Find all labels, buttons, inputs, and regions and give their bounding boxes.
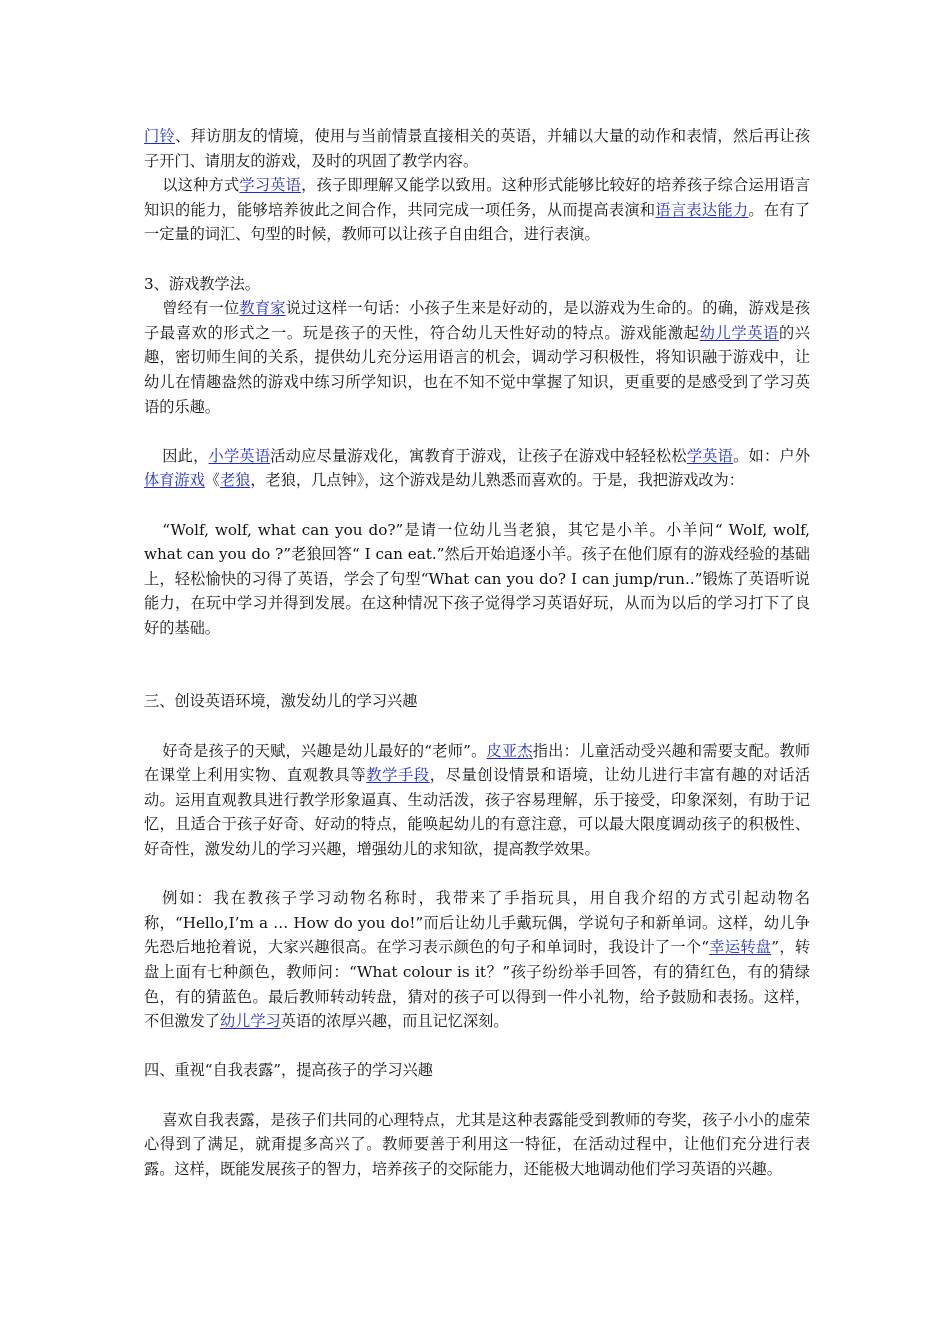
inline-link[interactable]: 学习英语 — [239, 176, 302, 195]
text-run: 的兴趣，密切师生间的关系，提供幼儿充分运用语言的机会，调动学习积极性，将知识融于游戏中，让幼儿在情趣盎然的游戏中练习所学知识，也在不知不觉中掌握了知识，更重要的是感受到了学习英语的乐趣。 — [144, 323, 811, 416]
inline-link[interactable]: 门铃 — [144, 127, 175, 145]
document-body — [144, 124, 810, 1181]
inline-link[interactable]: 小学英语 — [208, 446, 271, 465]
inline-link[interactable]: 幼儿学习 — [219, 1012, 281, 1031]
body-paragraph — [144, 124, 810, 173]
inline-link[interactable]: 教学手段 — [366, 766, 430, 785]
body-paragraph — [144, 1108, 810, 1182]
text-run: 好奇是孩子的天赋，兴趣是幼儿最好的“老师”。 — [162, 741, 487, 760]
text-run: 。在有了一定量的词汇、句型的时候，教师可以让孩子自由组合，进行表演。 — [144, 200, 811, 244]
text-run: 四、重视“自我表露”，提高孩子的学习兴趣 — [144, 1061, 433, 1080]
inline-link[interactable]: 语言表达能力 — [655, 200, 749, 219]
body-paragraph — [144, 739, 810, 862]
inline-link[interactable]: 体育游戏 — [144, 471, 205, 490]
text-run: 《 — [204, 471, 220, 490]
text-run: 三、创设英语环境，激发幼儿的学习兴趣 — [144, 692, 418, 711]
text-run: 。如：户外 — [733, 446, 811, 465]
body-paragraph — [144, 296, 810, 419]
paragraph-spacer — [144, 419, 810, 444]
body-paragraph — [144, 444, 810, 493]
text-run: 喜欢自我表露，是孩子们共同的心理特点，尤其是这种表露能受到教师的夸奖，孩子小小的虚荣心得到了满足，就甭提多高兴了。教师要善于利用这一特征，在活动过程中，让他们充分进行表露。这样，既能发展孩子的智力，培养孩子的交际能力，还能极大地调动他们学习英语的兴趣。 — [144, 1110, 810, 1178]
text-run: ，老狼，几点钟》，这个游戏是幼儿熟悉而喜欢的。于是，我把游戏改为： — [250, 471, 744, 490]
inline-link[interactable]: 幼儿学英语 — [699, 323, 779, 342]
text-run: 指出：儿童活动受兴趣和需要支配。教师在课堂上利用实物、直观教具等 — [144, 741, 811, 785]
inline-link[interactable]: 教育家 — [239, 299, 286, 318]
inline-link[interactable]: 幸运转盘 — [709, 938, 772, 957]
section-heading — [144, 689, 810, 714]
text-run: 3、游戏教学法。 — [144, 274, 260, 293]
inline-link[interactable]: 老狼 — [219, 471, 251, 490]
paragraph-spacer — [144, 862, 810, 887]
text-run: 因此， — [162, 446, 209, 465]
paragraph-spacer — [144, 714, 810, 739]
text-run: 说过这样一句话：小孩子生来是好动的，是以游戏为生命的。的确，游戏是孩子最喜欢的形式之一。玩是孩子的天性，符合幼儿天性好动的特点。游戏能激起 — [144, 299, 811, 342]
body-paragraph — [144, 886, 810, 1034]
text-run: 活动应尽量游戏化，寓教育于游戏，让孩子在游戏中轻轻松松 — [270, 446, 687, 465]
section-heading — [144, 272, 810, 297]
paragraph-spacer — [144, 1083, 810, 1108]
inline-link[interactable]: 皮亚杰 — [486, 741, 533, 760]
section-heading — [144, 1058, 810, 1083]
text-run: 曾经有一位 — [162, 299, 240, 318]
text-run: ，孩子即理解又能学以致用。这种形式能够比较好的培养孩子综合运用语言知识的能力，能够培养彼此之间合作，共同完成一项任务，从而提高表演和 — [144, 176, 811, 219]
text-run: ，尽量创设情景和语境，让幼儿进行丰富有趣的对话活动。运用直观教具进行教学形象逼真、生动活泼，孩子容易理解，乐于接受，印象深刻，有助于记忆，且适合于孩子好奇、好动的特点，能唤起幼儿的有意注意，可以最大限度调动孩子的积极性、好奇性，激发幼儿的学习兴趣，增强幼儿的求知欲，提高教学效果。 — [144, 766, 811, 859]
paragraph-spacer — [144, 640, 810, 689]
text-run: ”，转盘上面有七种颜色，教师问：“What colour is it？”孩子纷纷举手回答，有的猜红色，有的猜绿色，有的猜蓝色。最后教师转动转盘，猜对的孩子可以得到一件小礼物，给予鼓励和表扬。这样，不但激发了 — [144, 938, 811, 1031]
paragraph-spacer — [144, 493, 810, 518]
paragraph-spacer — [144, 247, 810, 272]
text-run: 例如：我在教孩子学习动物名称时，我带来了手指玩具，用自我介绍的方式引起动物名称，“Hello,I’m a … How do you do!”而后让幼儿手戴玩偶，学说句子和新单词。这样，幼儿争先恐后地抢着说，大家兴趣很高。在学习表示颜色的句子和单词时，我设计了一个“ — [144, 889, 810, 957]
text-run: 英语的浓厚兴趣，而且记忆深刻。 — [280, 1012, 509, 1031]
body-paragraph — [144, 173, 810, 247]
text-run: “Wolf, wolf, what can you do?”是请一位幼儿当老狼，其它是小羊。小羊问“ Wolf, wolf, what can you do ?”老狼回答“ I can eat.”然后开始追逐小羊。孩子在他们原有的游戏经验的基础上，轻松愉快的习得了英语，学会了句型“What can you do? I can jump/run..”锻炼了英语听说能力，在玩中学习并得到发展。在这种情况下孩子觉得学习英语好玩，从而为以后的学习打下了良好的基础。 — [144, 520, 810, 637]
text-run: 以这种方式 — [162, 176, 240, 195]
paragraph-spacer — [144, 1034, 810, 1059]
body-paragraph — [144, 518, 810, 641]
inline-link[interactable]: 学英语 — [686, 446, 734, 465]
text-run: 、拜访朋友的情境，使用与当前情景直接相关的英语，并辅以大量的动作和表情，然后再让孩子开门、请朋友的游戏，及时的巩固了教学内容。 — [144, 127, 811, 170]
